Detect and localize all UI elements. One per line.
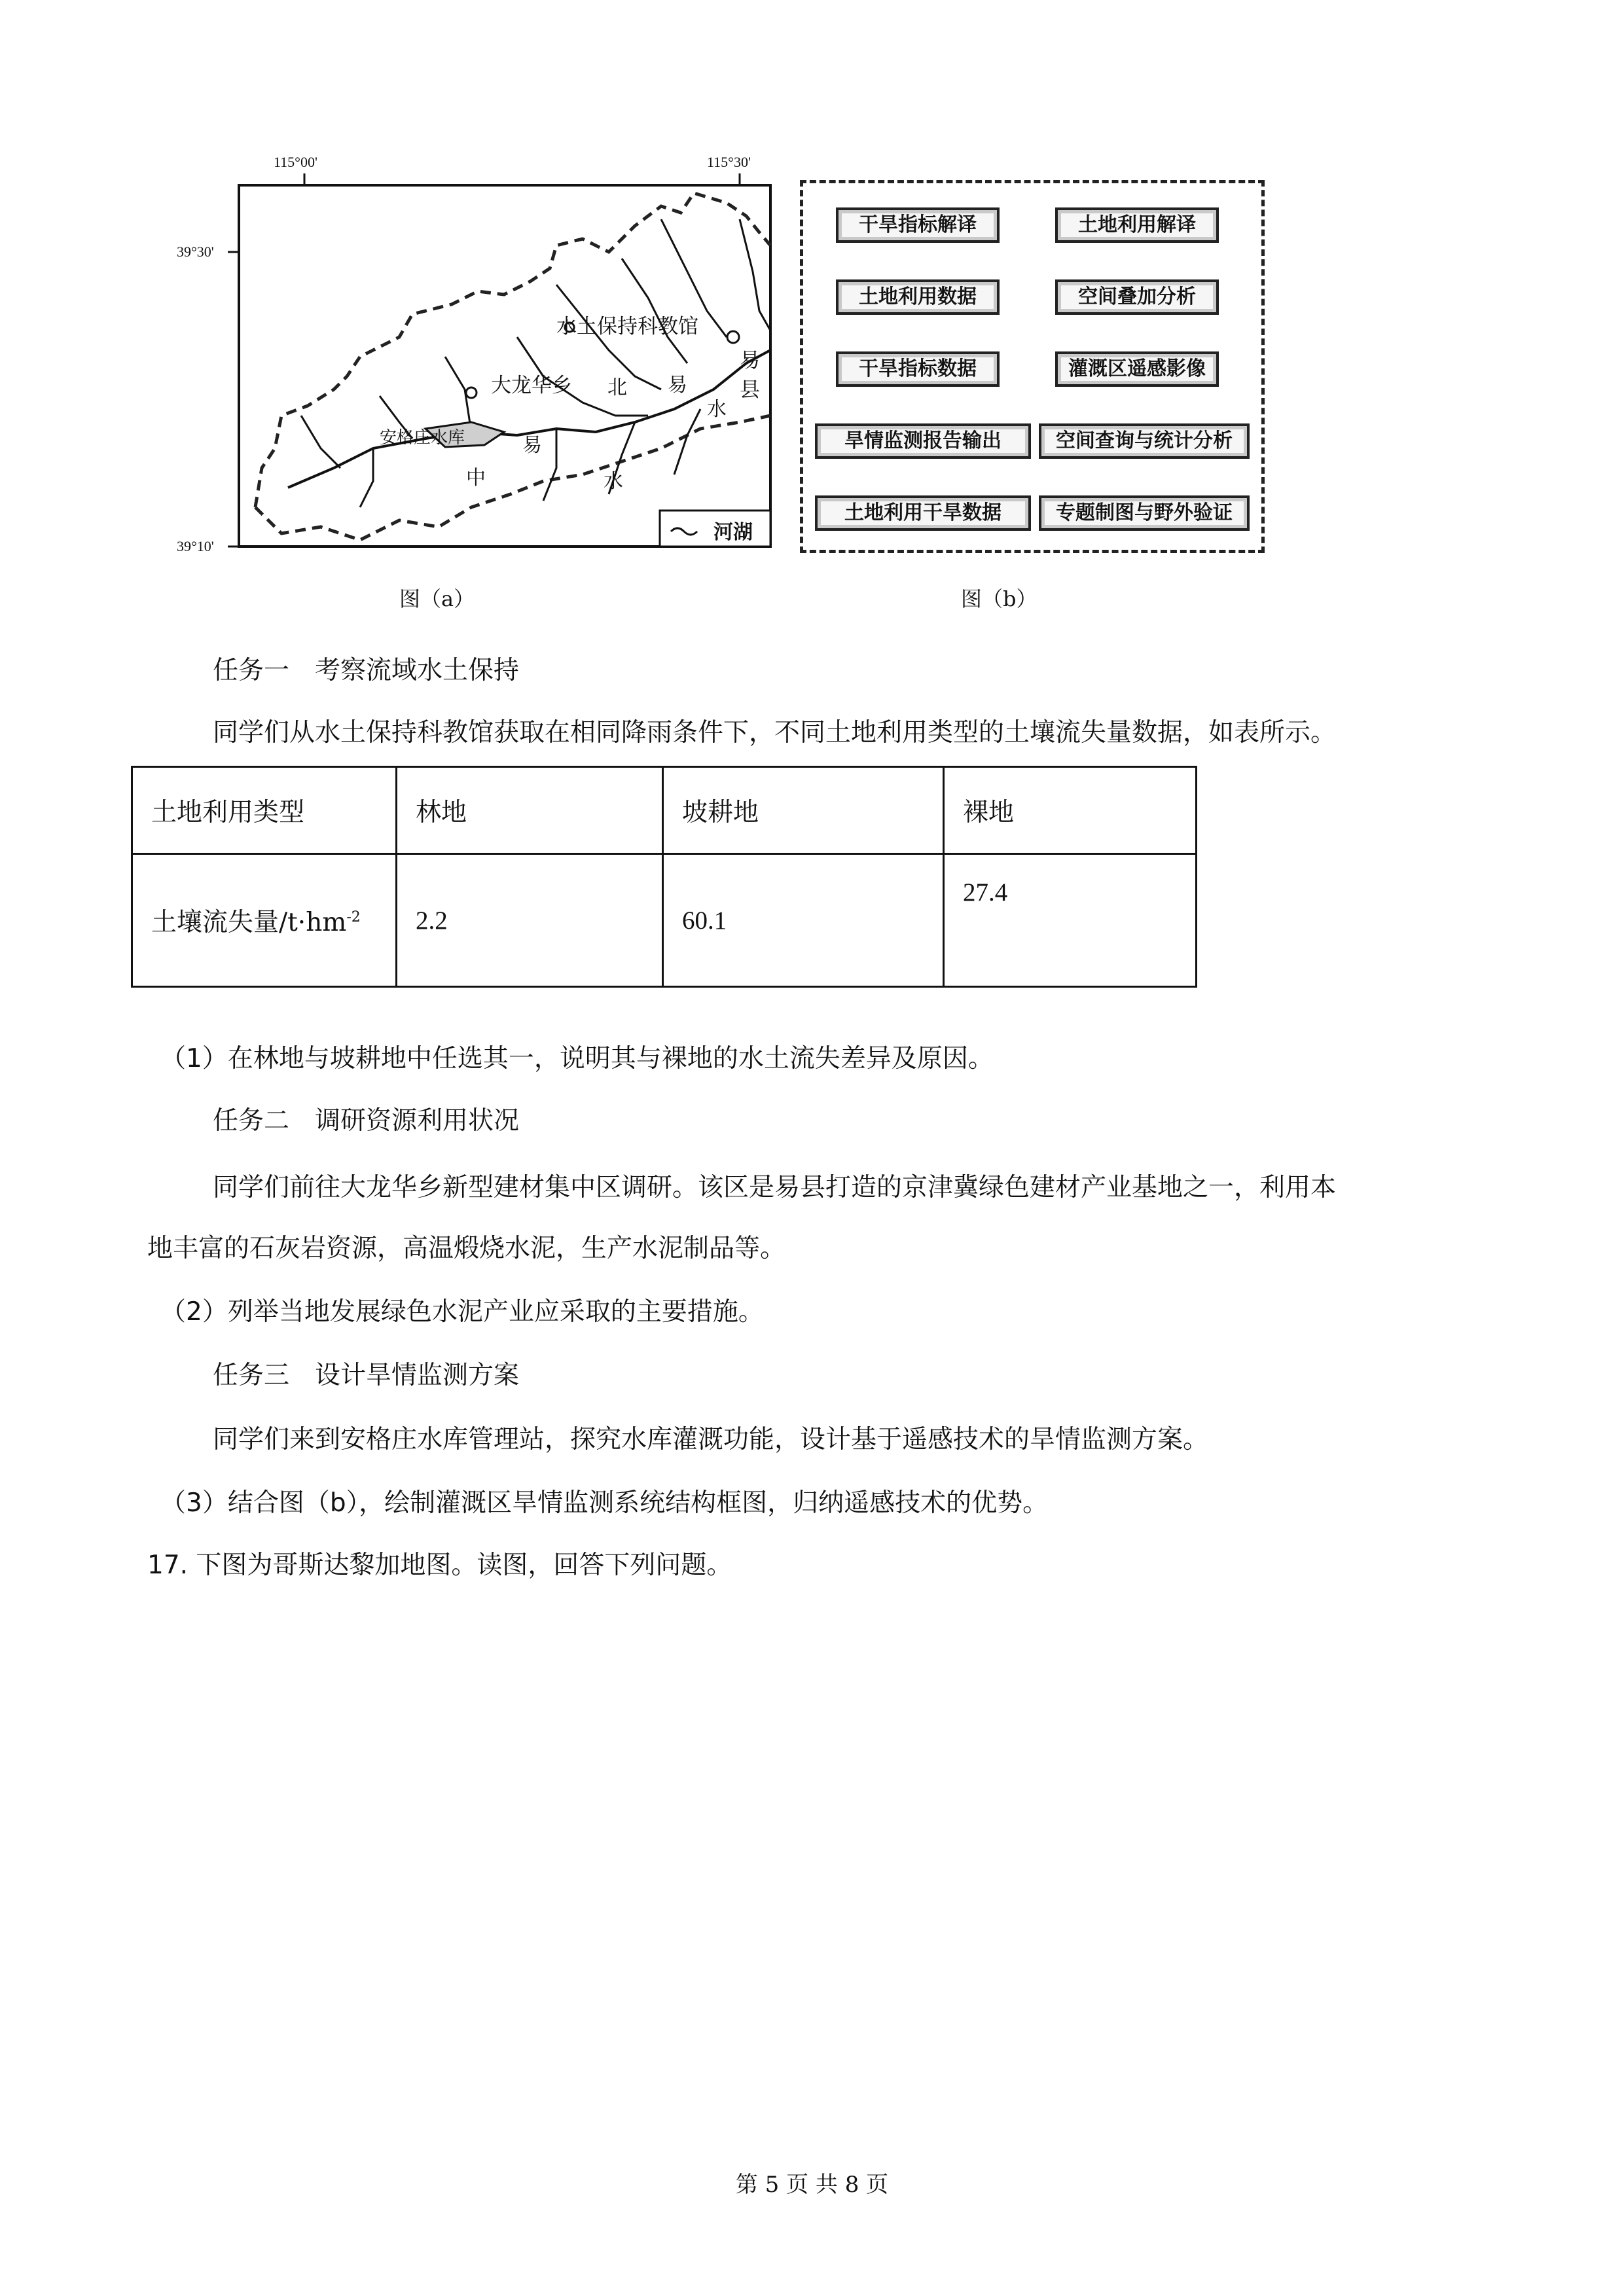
table-row-label: [132, 854, 397, 987]
task1-text: 同学们从水土保持科教馆获取在相同降雨条件下，不同土地利用类型的土壤流失量数据，如表所示。: [213, 718, 1337, 747]
box-spatial-overlay: 空间叠加分析: [1055, 279, 1219, 315]
box-drought-index-interpretation: 干旱指标解译: [836, 207, 1000, 243]
table-header-cell: 裸地: [944, 767, 1197, 854]
box-land-use-data: 土地利用数据: [836, 279, 1000, 315]
task1-title: 任务一 考察流域水土保持: [213, 656, 520, 685]
label-shui-river-1: 水: [707, 398, 727, 421]
row-label-superscript: -2: [346, 909, 361, 925]
label-museum: 水土保持科教馆: [556, 315, 698, 338]
box-thematic-mapping-field-verification: 专题制图与野外验证: [1039, 495, 1250, 531]
label-zhong: 中: [466, 467, 486, 490]
table-header-row: [132, 767, 1197, 854]
task2-title: 任务二 调研资源利用状况: [213, 1106, 520, 1136]
task2-text-line2: 地丰富的石灰岩资源，高温煅烧水泥，生产水泥制品等。: [147, 1234, 786, 1263]
question-2: （2）列举当地发展绿色水泥产业应采取的主要措施。: [160, 1297, 764, 1327]
label-county: 易县: [740, 349, 760, 402]
caption-figure-b: 图（b）: [961, 586, 1038, 611]
lat-label-39-30: 39°30': [177, 243, 214, 260]
table-cell: 60.1: [663, 854, 944, 987]
table-row: [132, 854, 1197, 987]
box-drought-index-data: 干旱指标数据: [836, 351, 1000, 387]
box-irrigation-rs-image: 灌溉区遥感影像: [1055, 351, 1219, 387]
row-label-text: 土壤流失量/t·hm: [151, 908, 347, 937]
figure-a-map: [164, 141, 779, 566]
label-yi-river-2: 易: [522, 434, 542, 457]
task3-title: 任务三 设计旱情监测方案: [213, 1361, 520, 1390]
task3-text: 同学们来到安格庄水库管理站，探究水库灌溉功能，设计基于遥感技术的旱情监测方案。: [213, 1425, 1209, 1454]
soil-loss-table: [131, 766, 1197, 988]
label-north: 北: [607, 376, 627, 399]
box-land-use-drought-data: 土地利用干旱数据: [815, 495, 1031, 531]
box-spatial-query-statistics: 空间查询与统计分析: [1039, 423, 1250, 459]
caption-figure-a: 图（a）: [399, 586, 475, 611]
question-1: （1）在林地与坡耕地中任选其一，说明其与裸地的水土流失差异及原因。: [160, 1044, 994, 1073]
task2-text-line1: 同学们前往大龙华乡新型建材集中区调研。该区是易县打造的京津冀绿色建材产业基地之一，利用本: [213, 1173, 1337, 1202]
label-reservoir: 安格庄水库: [380, 428, 465, 448]
table-cell: 2.2: [397, 854, 663, 987]
lon-label-115-00: 115°00': [274, 154, 317, 170]
figure-b-flow-boxes: [800, 180, 1265, 553]
question-3: （3）结合图（b），绘制灌溉区旱情监测系统结构框图，归纳遥感技术的优势。: [160, 1488, 1049, 1518]
table-header-cell: 坡耕地: [663, 767, 944, 854]
table-header-cell: 土地利用类型: [132, 767, 397, 854]
table-cell: 27.4: [944, 854, 1197, 987]
lon-label-115-30: 115°30': [707, 154, 751, 170]
label-township: 大龙华乡: [491, 374, 572, 397]
box-land-use-interpretation: 土地利用解译: [1055, 207, 1219, 243]
table-header-cell: 林地: [397, 767, 663, 854]
question-17: 17. 下图为哥斯达黎加地图。读图，回答下列问题。: [147, 1551, 732, 1580]
lat-label-39-10: 39°10': [177, 538, 214, 554]
box-drought-report-output: 旱情监测报告输出: [815, 423, 1031, 459]
label-shui-river-2: 水: [604, 470, 623, 493]
label-yi-river-1: 易: [668, 374, 687, 397]
legend-river-lake: 河湖: [713, 521, 753, 544]
page-footer: 第 5 页 共 8 页: [735, 2172, 889, 2198]
